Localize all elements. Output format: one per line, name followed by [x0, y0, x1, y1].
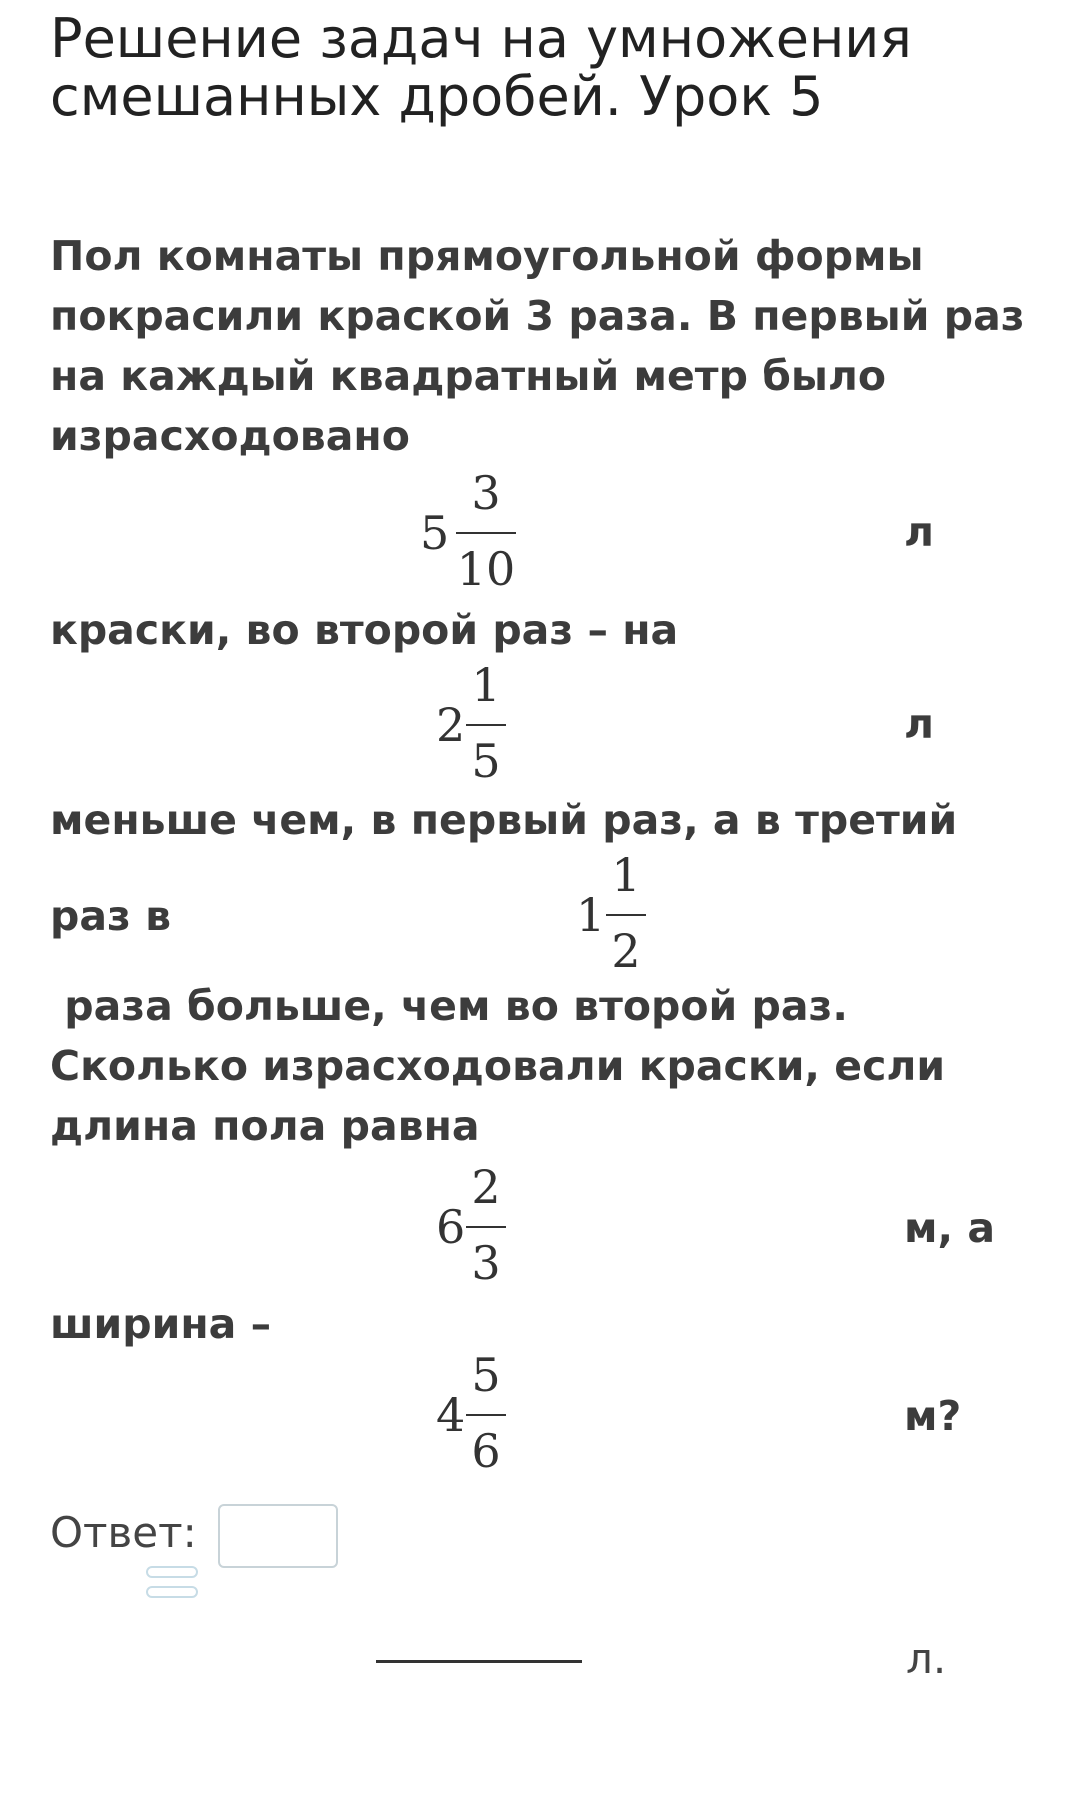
- mixed-fraction-first-coat: [420, 466, 530, 600]
- drag-handle-bar-bottom: [146, 1586, 198, 1598]
- drag-handle-icon[interactable]: [146, 1566, 198, 1606]
- unit-liters-1: л: [904, 508, 935, 556]
- fraction-bar: [466, 1226, 506, 1228]
- fraction-numerator: 3: [471, 466, 501, 520]
- unit-liters-2: л: [904, 700, 935, 748]
- problem-text-intro: Пол комнаты прямоугольной формы покрасили краской 3 раза. В первый раз на каждый квадратный метр было израсходовано: [50, 232, 1025, 460]
- mixed-fraction-second-coat-difference: [436, 658, 526, 792]
- fraction-whole: 4: [436, 1388, 466, 1442]
- fraction-bar: [466, 724, 506, 726]
- answer-label: Ответ:: [50, 1508, 197, 1557]
- mixed-fraction-third-coat-ratio: [576, 848, 666, 982]
- mixed-fraction-floor-length: [436, 1160, 526, 1294]
- answer-blank-line: [376, 1660, 582, 1663]
- problem-text-question: раза больше, чем во второй раз. Сколько израсходовали краски, если длина пола равна: [50, 982, 960, 1150]
- problem-text-third-coat: меньше чем, в первый раз, а в третий: [50, 796, 958, 844]
- drag-handle-bar-top: [146, 1566, 198, 1578]
- fraction-denominator: 3: [471, 1236, 501, 1290]
- page-title: Решение задач на умножения смешанных дробей. Урок 5: [50, 7, 912, 128]
- mixed-fraction-floor-width: [436, 1348, 526, 1482]
- fraction-denominator: 5: [471, 734, 501, 788]
- fraction-numerator: 1: [611, 848, 641, 902]
- unit-meters-length: м, а: [904, 1204, 996, 1252]
- unit-meters-width: м?: [904, 1392, 962, 1440]
- answer-unit-liters: л.: [906, 1634, 947, 1683]
- fraction-denominator: 10: [456, 542, 516, 596]
- problem-text-width: ширина –: [50, 1300, 272, 1348]
- problem-text-second-coat: краски, во второй раз – на: [50, 606, 679, 654]
- fraction-whole: 5: [420, 506, 450, 560]
- fraction-bar: [606, 914, 646, 916]
- fraction-bar: [466, 1414, 506, 1416]
- problem-text-times: раз в: [50, 892, 172, 940]
- fraction-denominator: 6: [471, 1424, 501, 1478]
- fraction-numerator: 1: [471, 658, 501, 712]
- fraction-bar: [456, 532, 516, 534]
- fraction-whole: 6: [436, 1200, 466, 1254]
- fraction-whole: 2: [436, 698, 466, 752]
- fraction-numerator: 2: [471, 1160, 501, 1214]
- fraction-denominator: 2: [611, 924, 641, 978]
- fraction-whole: 1: [576, 888, 606, 942]
- answer-input[interactable]: [218, 1504, 338, 1568]
- fraction-numerator: 5: [471, 1348, 501, 1402]
